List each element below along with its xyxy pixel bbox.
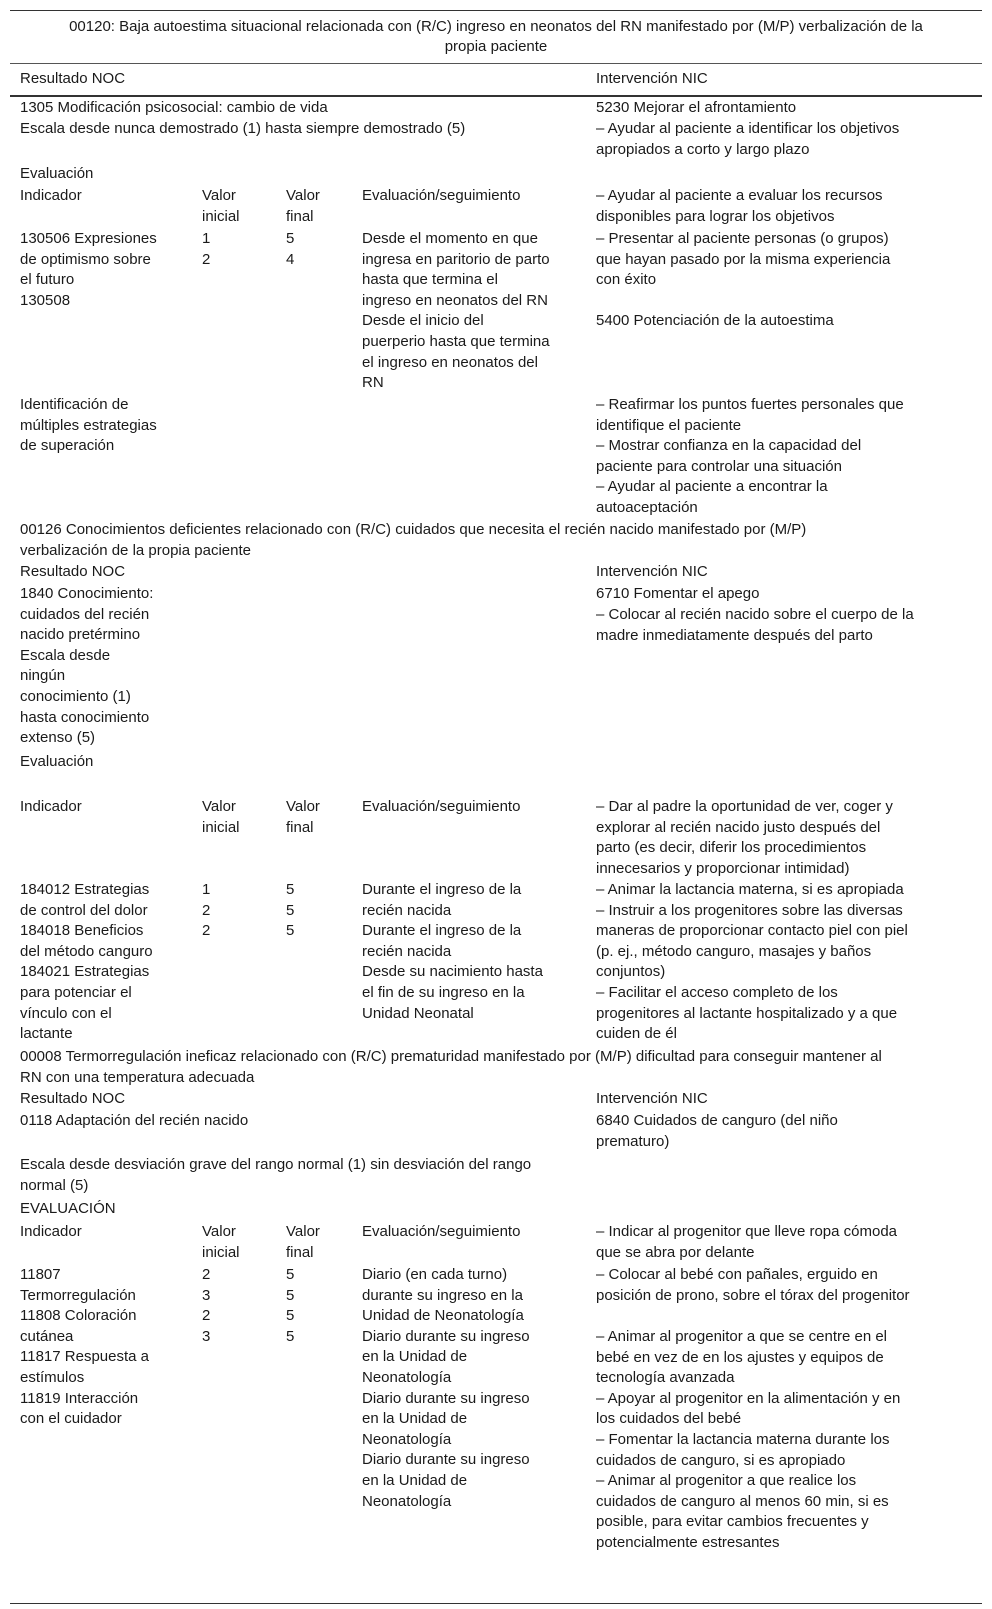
s1-col-valor-inicial: Valor inicial xyxy=(202,187,240,225)
s1-valor-final: 5 4 xyxy=(286,230,295,268)
s2-nic-label: Intervención NIC xyxy=(596,563,708,580)
s1-nic-item-1: – Ayudar al paciente a identificar los objetivos apropiados a corto y largo plazo xyxy=(596,120,900,158)
s1-nic-item-5: – Reafirmar los puntos fuertes personales que identifique el paciente – Mostrar confianza en la capacidad del paciente para controlar una situación – Ayudar al paciente a encontrar la autoaceptación xyxy=(596,396,904,516)
s2-col-valor-inicial: Valor inicial xyxy=(202,798,240,836)
s2-nic-item-3: – Animar la lactancia materna, si es apropiada – Instruir a los progenitores sobre las diversas maneras de proporcionar contacto piel con piel (p. ej., método canguro, masajes y baños conjuntos) – Facilitar el acceso completo de los progenitores al lactante hospitalizado y a que cuiden de él xyxy=(596,881,908,1043)
s2-evaluacion: Evaluación xyxy=(20,753,94,770)
s3-scale: Escala desde desviación grave del rango normal (1) sin desviación del rango normal (5) xyxy=(20,1156,532,1194)
s2-heading: 00126 Conocimientos deficientes relacionado con (R/C) cuidados que necesita el recién nacido manifestado por (M/P) verbalización de la propia paciente xyxy=(20,521,807,559)
s3-valor-inicial: 2 3 2 3 xyxy=(202,1266,211,1345)
s2-nic-item-2: – Dar al padre la oportunidad de ver, coger y explorar al recién nacido justo después del parto (es decir, diferir los procedimientos innecesarios y proporcionar intimidad) xyxy=(596,798,893,877)
rule-under-header xyxy=(10,95,982,97)
s2-col-indicador: Indicador xyxy=(20,798,82,815)
s1-valor-inicial: 1 2 xyxy=(202,230,211,268)
header-nic: Intervención NIC xyxy=(596,70,708,87)
s3-col-seguimiento: Evaluación/seguimiento xyxy=(362,1223,521,1240)
s1-col-valor-final: Valor final xyxy=(286,187,320,225)
s3-noc-label: Resultado NOC xyxy=(20,1090,126,1107)
s1-scale: Escala desde nunca demostrado (1) hasta siempre demostrado (5) xyxy=(20,120,466,137)
s3-heading: 00008 Termorregulación ineficaz relacionado con (R/C) prematuridad manifestado por (M/P) dificultad para conseguir mantener al RN con una temperatura adecuada xyxy=(20,1048,882,1086)
s3-nic-item-1: – Indicar al progenitor que lleve ropa cómoda que se abra por delante xyxy=(596,1223,898,1261)
s1-evaluacion: Evaluación xyxy=(20,165,94,182)
s3-col-valor-inicial: Valor inicial xyxy=(202,1223,240,1261)
s3-col-indicador: Indicador xyxy=(20,1223,82,1240)
s3-nic-label: Intervención NIC xyxy=(596,1090,708,1107)
s2-seguimiento: Durante el ingreso de la recién nacida Durante el ingreso de la recién nacida Desde su nacimiento hasta el fin de su ingreso en la Unidad Neonatal xyxy=(362,881,543,1022)
s2-valor-inicial: 1 2 2 xyxy=(202,881,211,940)
s1-extra-indicator: Identificación de múltiples estrategias de superación xyxy=(20,396,157,455)
s3-nic-item-3: – Animar al progenitor a que se centre en el bebé en vez de en los ajustes y equipos de tecnología avanzada – Apoyar al progenitor en la alimentación y en los cuidados del bebé – Fomentar la lactancia materna durante los cuidados de canguro, si es apropiado – Animar al progenitor a que realice los cuidados de canguro al menos 60 min, si es posible, para evitar cambios frecuentes y potencialmente estresantes xyxy=(596,1328,901,1551)
table-title xyxy=(10,17,982,57)
s1-seguimiento: Desde el momento en que ingresa en paritorio de parto hasta que termina el ingreso en neonatos del RN Desde el inicio del puerperio hasta que termina el ingreso en neonatos del RN xyxy=(362,230,550,392)
s2-indicators: 184012 Estrategias de control del dolor 184018 Beneficios del método canguro 184021 Estrategias para potenciar el vínculo con el lactante xyxy=(20,881,153,1043)
s2-col-valor-final: Valor final xyxy=(286,798,320,836)
s2-nic-item-1: – Colocar al recién nacido sobre el cuerpo de la madre inmediatamente después del parto xyxy=(596,606,914,644)
care-plan-table xyxy=(10,10,982,1604)
s1-col-seguimiento: Evaluación/seguimiento xyxy=(362,187,521,204)
title-line-2: propia paciente xyxy=(444,38,548,55)
s3-evaluacion: EVALUACIÓN xyxy=(20,1200,116,1217)
s3-nic-item-2: – Colocar al bebé con pañales, erguido en posición de prono, sobre el tórax del progenitor xyxy=(596,1266,910,1304)
s1-nic-item-2: – Ayudar al paciente a evaluar los recursos disponibles para lograr los objetivos xyxy=(596,187,883,225)
s3-nic-title: 6840 Cuidados de canguro (del niño prematuro) xyxy=(596,1112,838,1150)
s1-indicators: 130506 Expresiones de optimismo sobre el futuro 130508 xyxy=(20,230,157,309)
s1-nic-item-3: – Presentar al paciente personas (o grupos) que hayan pasado por la misma experiencia con éxito xyxy=(596,230,891,289)
s1-nic-title: 5230 Mejorar el afrontamiento xyxy=(596,99,797,116)
s2-col-seguimiento: Evaluación/seguimiento xyxy=(362,798,521,815)
header-noc: Resultado NOC xyxy=(20,70,126,87)
s3-valor-final: 5 5 5 5 xyxy=(286,1266,295,1345)
s1-col-indicador: Indicador xyxy=(20,187,82,204)
s2-noc-title: 1840 Conocimiento: cuidados del recién nacido pretérmino Escala desde ningún conocimiento (1) hasta conocimiento extenso (5) xyxy=(20,585,154,747)
s1-nic-item-4: 5400 Potenciación de la autoestima xyxy=(596,312,834,329)
s2-valor-final: 5 5 5 xyxy=(286,881,295,940)
s3-indicators: 11807 Termorregulación 11808 Coloración cutánea 11817 Respuesta a estímulos 11819 Interacción con el cuidador xyxy=(20,1266,149,1428)
s3-col-valor-final: Valor final xyxy=(286,1223,320,1261)
s2-noc-label: Resultado NOC xyxy=(20,563,126,580)
s3-noc-title: 0118 Adaptación del recién nacido xyxy=(20,1112,249,1129)
s2-nic-title: 6710 Fomentar el apego xyxy=(596,585,760,602)
rule-under-title xyxy=(10,63,982,64)
title-line-1: 00120: Baja autoestima situacional relacionada con (R/C) ingreso en neonatos del RN manifestado por (M/P) verbalización de la xyxy=(69,18,923,35)
s1-noc-title: 1305 Modificación psicosocial: cambio de vida xyxy=(20,99,328,116)
s3-seguimiento: Diario (en cada turno) durante su ingreso en la Unidad de Neonatología Diario durante su ingreso en la Unidad de Neonatología Diario durante su ingreso en la Unidad de Neonatología Diario durante su ingreso en la Unidad de Neonatología xyxy=(362,1266,530,1510)
